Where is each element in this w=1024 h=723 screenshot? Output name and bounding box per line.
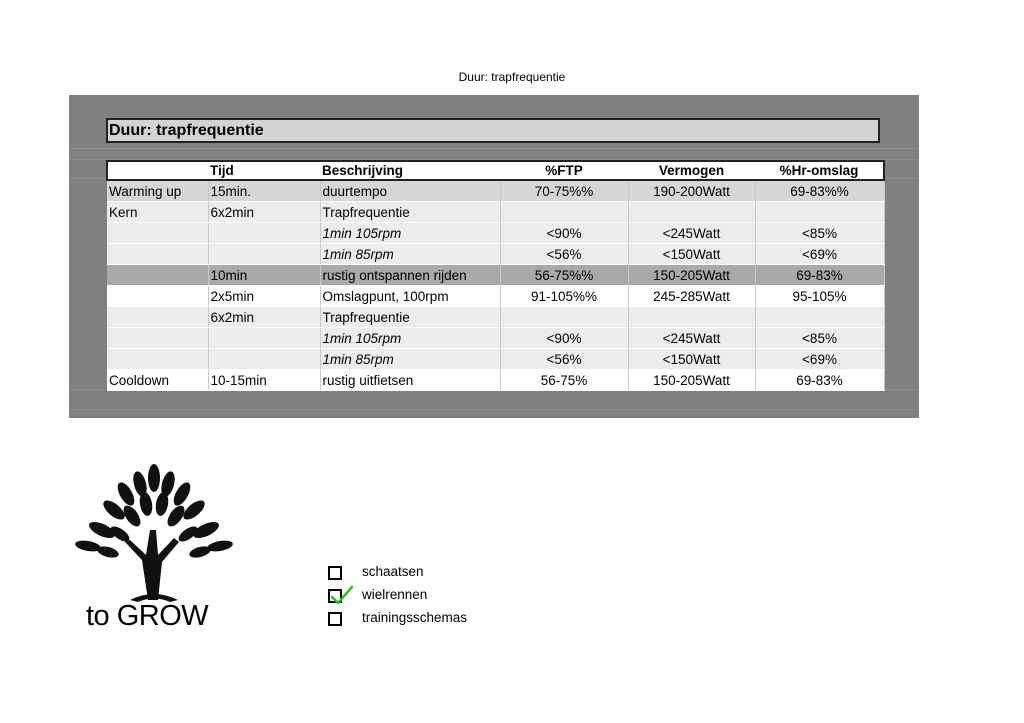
cell-beschrijving: rustig ontspannen rijden (320, 265, 500, 286)
cell-hr-omslag: <69% (755, 244, 884, 265)
checkbox[interactable] (328, 612, 342, 626)
table-row (107, 349, 884, 370)
cell-phase (107, 328, 208, 349)
table-row (107, 286, 884, 307)
table-header-row (107, 161, 884, 180)
cell-beschrijving: 1min 105rpm (320, 223, 500, 244)
column-header-hr-omslag: %Hr-omslag (755, 161, 884, 180)
cell-vermogen: 150-205Watt (628, 265, 755, 286)
cell-phase (107, 223, 208, 244)
cell-beschrijving: Trapfrequentie (320, 202, 500, 223)
cell-phase (107, 307, 208, 328)
cell-phase: Warming up (107, 180, 208, 202)
cell-tijd: 10-15min (208, 370, 320, 391)
table-row (107, 328, 884, 349)
cell-beschrijving: duurtempo (320, 180, 500, 202)
page-header: Duur: trapfrequentie (458, 70, 566, 84)
cell-tijd: 2x5min (208, 286, 320, 307)
cell-vermogen: 190-200Watt (628, 180, 755, 202)
cell-tijd (208, 244, 320, 265)
cell-vermogen: <150Watt (628, 349, 755, 370)
cell-phase (107, 286, 208, 307)
cell-beschrijving: Trapfrequentie (320, 307, 500, 328)
checkbox-label: trainingsschemas (362, 610, 468, 625)
table-row (107, 307, 884, 328)
cell-vermogen: 150-205Watt (628, 370, 755, 391)
cell-vermogen: <150Watt (628, 244, 755, 265)
cell-hr-omslag: <85% (755, 328, 884, 349)
spreadsheet-area (69, 95, 919, 418)
column-header-ftp: %FTP (500, 161, 628, 180)
cell-ftp: <56% (500, 244, 628, 265)
table-row (107, 265, 884, 286)
table-row (107, 223, 884, 244)
cell-hr-omslag: 69-83%% (755, 180, 884, 202)
cell-hr-omslag: <85% (755, 223, 884, 244)
column-header-tijd: Tijd (208, 161, 320, 180)
cell-vermogen: <245Watt (628, 223, 755, 244)
cell-hr-omslag: 95-105% (755, 286, 884, 307)
cell-vermogen: <245Watt (628, 328, 755, 349)
cell-ftp: <56% (500, 349, 628, 370)
column-header-beschrijving: Beschrijving (320, 161, 500, 180)
cell-beschrijving: Omslagpunt, 100rpm (320, 286, 500, 307)
cell-beschrijving: 1min 85rpm (320, 244, 500, 265)
logo-text: to GROW (86, 600, 209, 632)
checkbox-label: wielrennen (362, 587, 428, 602)
training-table (106, 160, 885, 391)
cell-tijd (208, 328, 320, 349)
table-row (107, 202, 884, 223)
cell-tijd: 15min. (208, 180, 320, 202)
column-header (107, 161, 208, 180)
cell-ftp (500, 202, 628, 223)
cell-ftp: 56-75% (500, 370, 628, 391)
cell-tijd: 6x2min (208, 307, 320, 328)
cell-ftp: 91-105%% (500, 286, 628, 307)
cell-ftp: 56-75%% (500, 265, 628, 286)
cell-vermogen: 245-285Watt (628, 286, 755, 307)
cell-phase: Kern (107, 202, 208, 223)
cell-phase (107, 244, 208, 265)
cell-hr-omslag (755, 202, 884, 223)
cell-phase: Cooldown (107, 370, 208, 391)
cell-ftp: <90% (500, 223, 628, 244)
cell-tijd: 10min (208, 265, 320, 286)
cell-beschrijving: rustig uitfietsen (320, 370, 500, 391)
checkbox-label: schaatsen (362, 564, 424, 579)
cell-ftp (500, 307, 628, 328)
cell-hr-omslag: <69% (755, 349, 884, 370)
cell-ftp: <90% (500, 328, 628, 349)
cell-tijd (208, 223, 320, 244)
cell-vermogen (628, 202, 755, 223)
table-row (107, 370, 884, 391)
column-header-vermogen: Vermogen (628, 161, 755, 180)
cell-hr-omslag: 69-83% (755, 265, 884, 286)
cell-tijd (208, 349, 320, 370)
cell-tijd: 6x2min (208, 202, 320, 223)
cell-hr-omslag: 69-83% (755, 370, 884, 391)
cell-phase (107, 265, 208, 286)
checkbox[interactable] (328, 566, 342, 580)
cell-hr-omslag (755, 307, 884, 328)
checkmark-icon (330, 585, 354, 605)
sheet-title: Duur: trapfrequentie (106, 118, 880, 143)
cell-phase (107, 349, 208, 370)
cell-vermogen (628, 307, 755, 328)
table-row (107, 180, 884, 202)
cell-ftp: 70-75%% (500, 180, 628, 202)
cell-beschrijving: 1min 85rpm (320, 349, 500, 370)
table-row (107, 244, 884, 265)
cell-beschrijving: 1min 105rpm (320, 328, 500, 349)
